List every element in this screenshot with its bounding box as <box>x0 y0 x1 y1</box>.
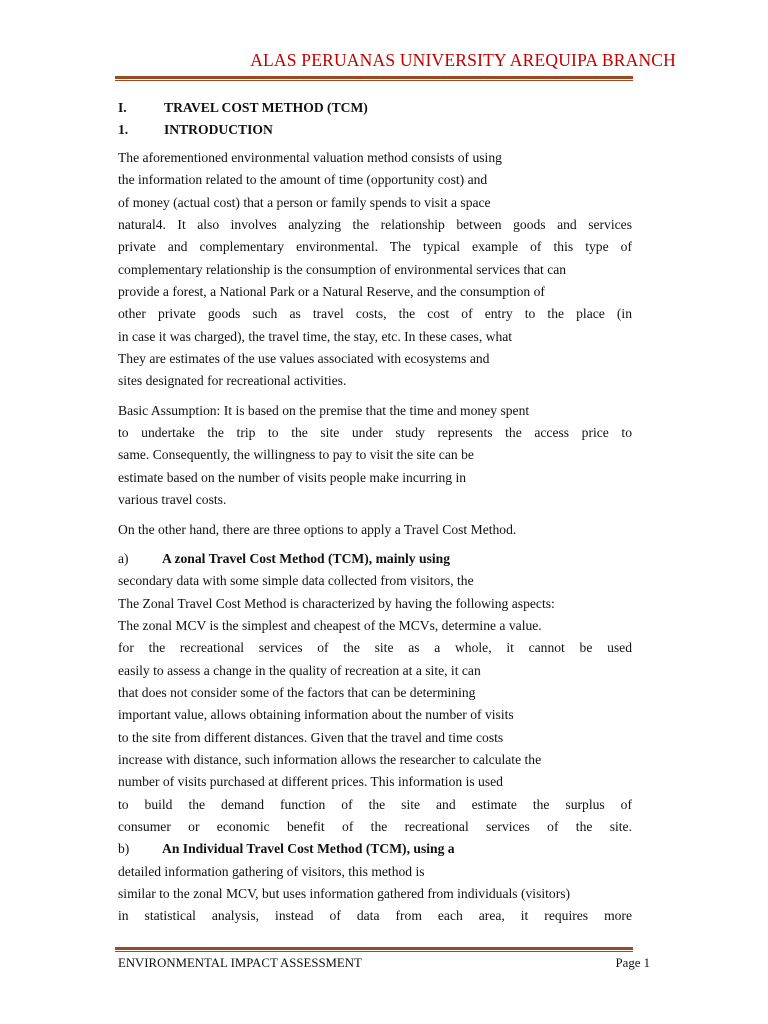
text-line: important value, allows obtaining information about the number of visits <box>118 707 514 723</box>
footer-title: ENVIRONMENTAL IMPACT ASSESSMENT <box>118 956 362 970</box>
list-label: a) <box>118 550 129 566</box>
header-rule <box>115 76 633 81</box>
text-line: complementary relationship is the consumption of environmental services that can <box>118 261 567 277</box>
text-line: to the site from different distances. Given that the travel and time costs <box>118 729 504 745</box>
text-line: sites designated for recreational activities. <box>118 373 347 389</box>
text-line: The aforementioned environmental valuation method consists of using <box>118 150 502 165</box>
text-line: estimate based on the number of visits people make incurring in <box>118 469 467 485</box>
heading-number: I. <box>118 100 127 115</box>
text-line: to build the demand function of the site and estimate the surplus of <box>118 796 632 812</box>
text-line: detailed information gathering of visitors, this method is <box>118 863 425 879</box>
paragraph-options <box>118 519 632 541</box>
text-line: The Zonal Travel Cost Method is characterized by having the following aspects: <box>118 595 555 611</box>
text-line: On the other hand, there are three options to apply a Travel Cost Method. <box>118 521 517 537</box>
list-item-a <box>118 548 632 570</box>
paragraph-basic-assumption <box>118 400 632 512</box>
text-line: various travel costs. <box>118 492 227 508</box>
section-heading <box>118 97 632 119</box>
text-line: in case it was charged), the travel time, the stay, etc. In these cases, what <box>118 328 513 344</box>
paragraph-individual-tcm <box>118 838 632 927</box>
paragraph-intro <box>118 147 632 393</box>
text-line: the information related to the amount of time (opportunity cost) and <box>118 172 488 188</box>
page-header: ALAS PERUANAS UNIVERSITY AREQUIPA BRANCH <box>250 50 676 70</box>
text-line: Basic Assumption: It is based on the premise that the time and money spent <box>118 402 530 418</box>
text-line: private and complementary environmental. The typical example of this type of <box>118 239 632 255</box>
list-label: b) <box>118 841 130 857</box>
page-number: Page 1 <box>615 956 650 970</box>
text-line: They are estimates of the use values associated with ecosystems and <box>118 351 490 367</box>
heading-number: 1. <box>118 122 129 137</box>
text-line: similar to the zonal MCV, but uses information gathered from individuals (visitors) <box>118 886 571 901</box>
subsection-heading <box>118 119 632 141</box>
heading-text: INTRODUCTION <box>164 122 273 137</box>
text-line: easily to assess a change in the quality of recreation at a site, it can <box>118 662 481 678</box>
list-item-b <box>118 838 632 860</box>
text-line: increase with distance, such information allows the researcher to calculate the <box>118 751 542 767</box>
page-footer <box>118 956 650 971</box>
text-line: secondary data with some simple data collected from visitors, the <box>118 573 474 589</box>
text-line: that does not consider some of the factors that can be determining <box>118 684 476 700</box>
list-item-title: A zonal Travel Cost Method (TCM), mainly using <box>162 550 450 566</box>
heading-text: TRAVEL COST METHOD (TCM) <box>164 100 368 115</box>
text-line: provide a forest, a National Park or a Natural Reserve, and the consumption of <box>118 284 545 300</box>
text-line: for the recreational services of the site as a whole, it cannot be used <box>118 640 632 656</box>
paragraph-zonal-tcm <box>118 548 632 838</box>
text-line: consumer or economic benefit of the recreational services of the site. <box>118 818 632 834</box>
list-item-title: An Individual Travel Cost Method (TCM), using a <box>162 841 455 857</box>
footer-rule <box>115 947 633 952</box>
document-body <box>118 97 632 928</box>
text-line: number of visits purchased at different prices. This information is used <box>118 774 503 790</box>
text-line: in statistical analysis, instead of data from each area, it requires more <box>118 908 632 924</box>
text-line: of money (actual cost) that a person or family spends to visit a space <box>118 194 491 210</box>
text-line: other private goods such as travel costs, the cost of entry to the place (in <box>118 306 632 322</box>
text-line: same. Consequently, the willingness to pay to visit the site can be <box>118 447 474 463</box>
text-line: The zonal MCV is the simplest and cheapest of the MCVs, determine a value. <box>118 617 542 633</box>
text-line: to undertake the trip to the site under study represents the access price to <box>118 425 632 441</box>
text-line: natural4. It also involves analyzing the relationship between goods and services <box>118 217 632 233</box>
